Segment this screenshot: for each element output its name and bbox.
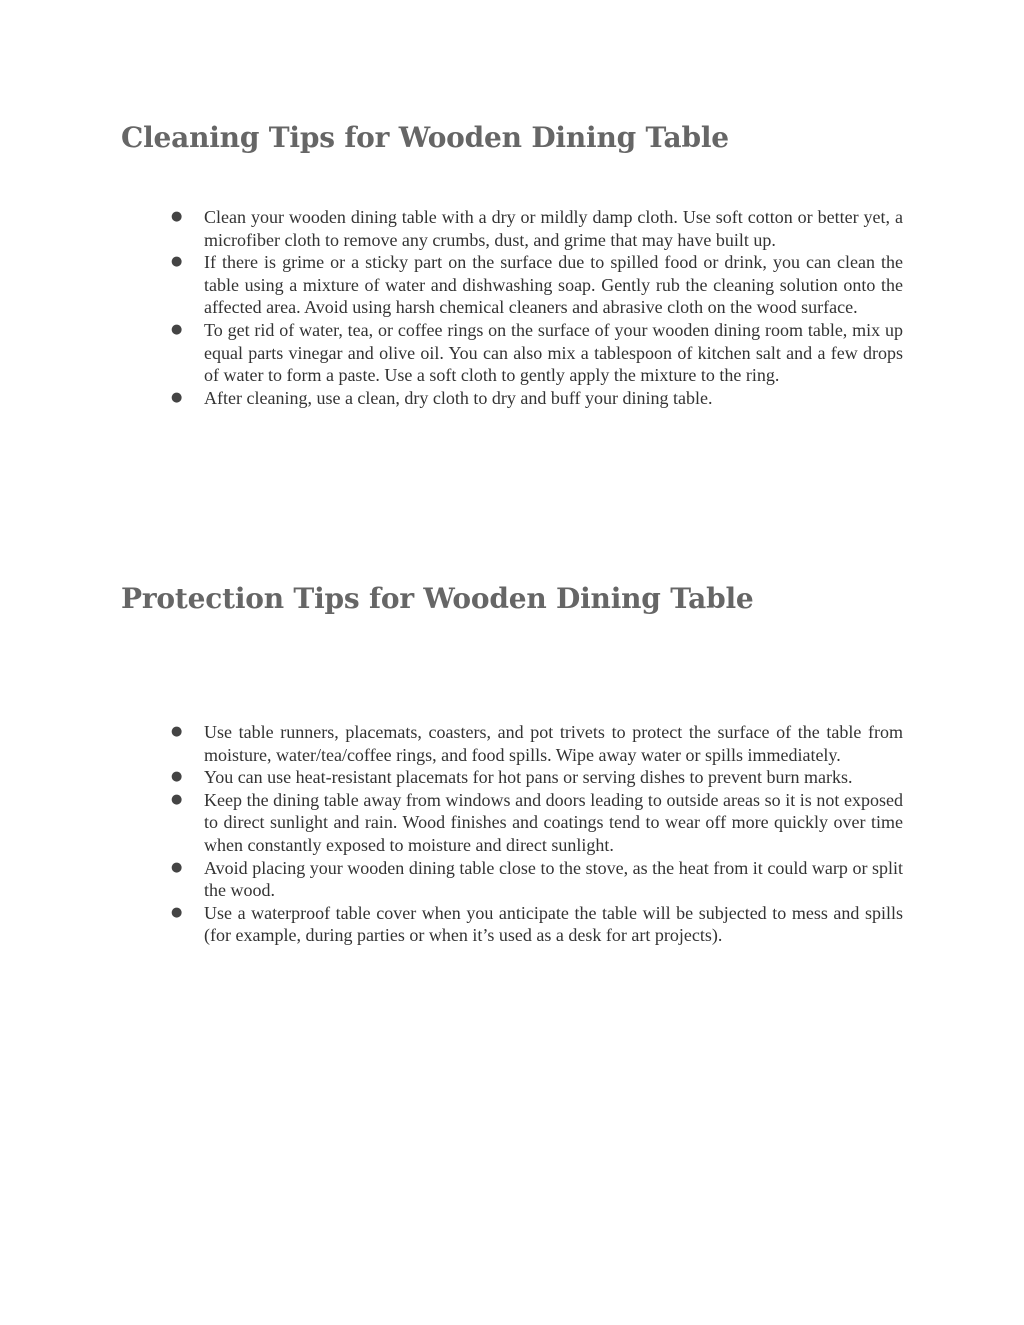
bullet-icon: ●: [171, 769, 183, 785]
list-item: [171, 902, 903, 947]
cleaning-tips-heading: Cleaning Tips for Wooden Dining Table: [121, 121, 729, 154]
list-item: [171, 251, 903, 319]
list-item-text: Keep the dining table away from windows and doors leading to outside areas so it is not exposed to direct sunlight and rain. Wood finishes and coatings tend to wear off more quickly over time when constantly exposed to moisture and direct sunlight.: [204, 789, 903, 855]
bullet-icon: ●: [171, 321, 183, 337]
list-item-text: Use table runners, placemats, coasters, and pot trivets to protect the surface of the table from moisture, water/tea/coffee rings, and food spills. Wipe away water or spills immediately.: [204, 722, 903, 765]
list-item-text: Clean your wooden dining table with a dry or mildly damp cloth. Use soft cotton or better yet, a microfiber cloth to remove any crumbs, dust, and grime that may have built up.: [204, 207, 903, 250]
list-item: [171, 766, 903, 789]
list-item: [171, 857, 903, 902]
bullet-icon: ●: [171, 859, 183, 875]
bullet-icon: ●: [171, 904, 183, 920]
list-item-text: Avoid placing your wooden dining table close to the stove, as the heat from it could warp or split the wood.: [204, 857, 903, 901]
list-item-text: If there is grime or a sticky part on the surface due to spilled food or drink, you can clean the table using a mixture of water and dishwashing soap. Gently rub the cleaning solution onto the affected area. Avoid using harsh chemical cleaners and abrasive cloth on the wood surface.: [204, 252, 903, 318]
list-item-text: You can use heat-resistant placemats for hot pans or serving dishes to prevent burn marks.: [204, 767, 853, 788]
bullet-icon: ●: [171, 791, 183, 807]
cleaning-tips-list: [171, 206, 903, 409]
list-item-text: Use a waterproof table cover when you anticipate the table will be subjected to mess and spills (for example, during parties or when it’s used as a desk for art projects).: [204, 902, 903, 946]
bullet-icon: ●: [171, 254, 183, 270]
list-item: [171, 789, 903, 857]
list-item: [171, 721, 903, 766]
list-item-text: After cleaning, use a clean, dry cloth to dry and buff your dining table.: [204, 387, 713, 408]
bullet-icon: ●: [171, 724, 183, 739]
protection-tips-list: [171, 721, 903, 947]
list-item: [171, 206, 903, 251]
bullet-icon: ●: [171, 389, 183, 405]
list-item-text: To get rid of water, tea, or coffee rings on the surface of your wooden dining room table, mix up equal parts vinegar and olive oil. You can also mix a tablespoon of kitchen salt and a few drops of water to form a paste. Use a soft cloth to gently apply the mixture to the ring.: [204, 319, 903, 386]
list-item: [171, 387, 903, 410]
protection-tips-heading: Protection Tips for Wooden Dining Table: [121, 582, 754, 615]
bullet-icon: ●: [171, 209, 183, 224]
list-item: [171, 319, 903, 387]
